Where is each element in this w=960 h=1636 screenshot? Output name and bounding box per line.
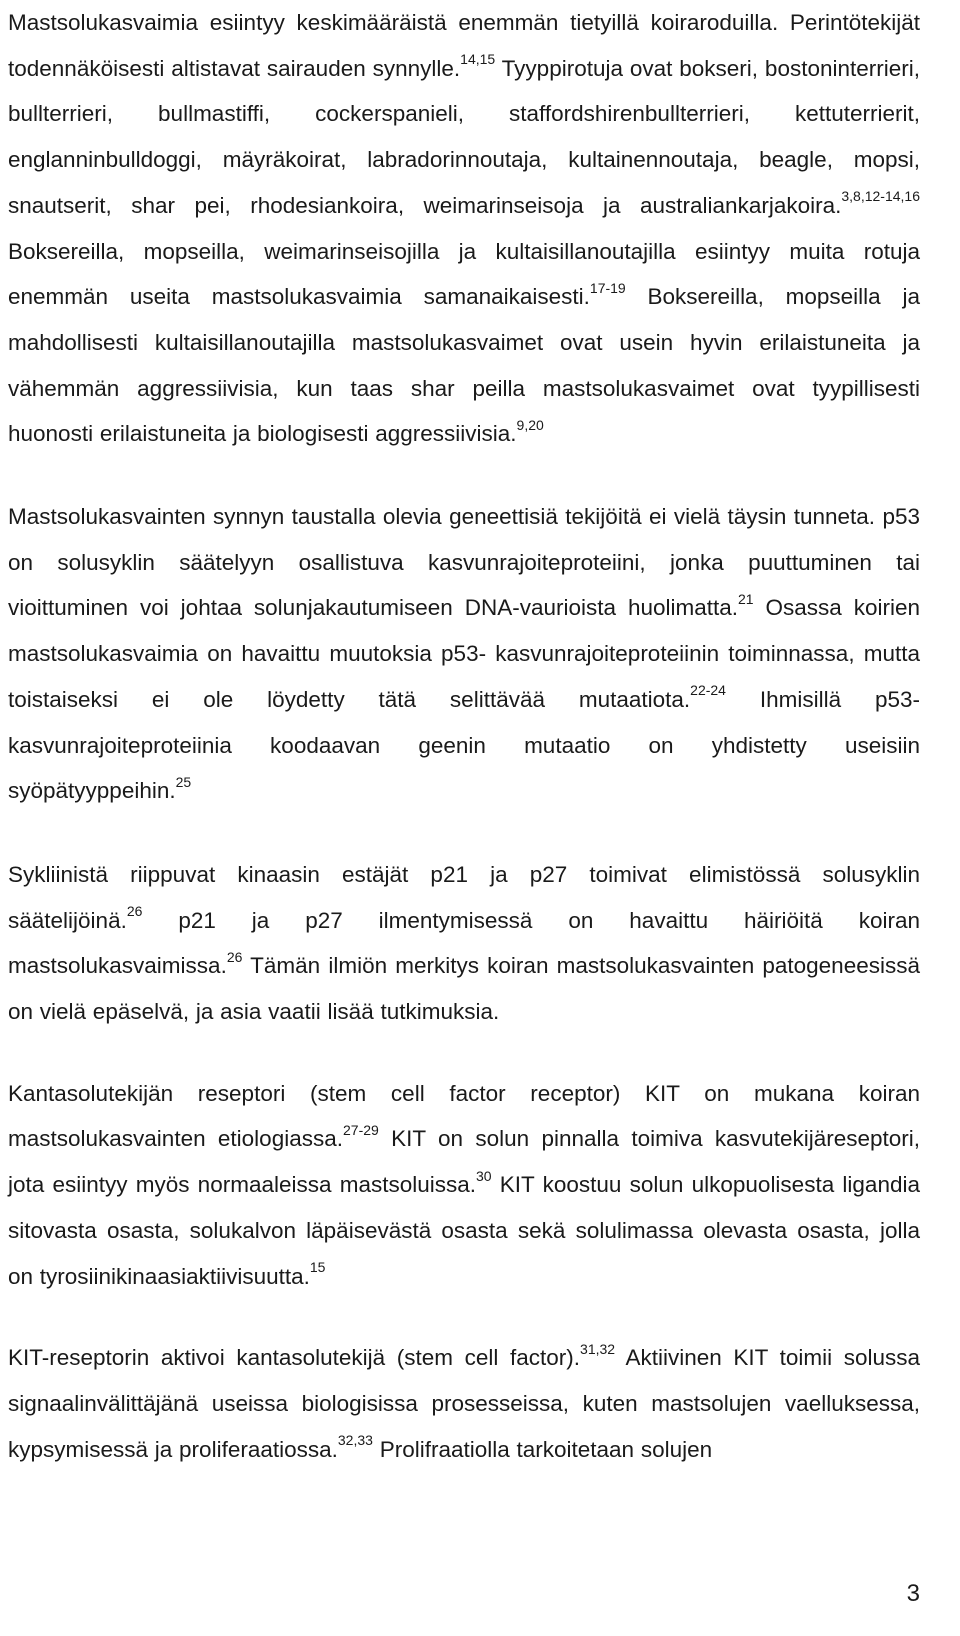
paragraph-kit-receptor xyxy=(8,1071,920,1300)
paragraph-text: Prolifraatiolla tarkoitetaan solujen xyxy=(372,1436,713,1462)
page-number: 3 xyxy=(906,1580,920,1607)
citation-superscript: 22-24 xyxy=(690,682,726,699)
paragraph-p53-genetics xyxy=(8,494,920,814)
paragraph-text: Boksereilla, mopseilla, weimarinseisojilla ja kultaisillanoutajilla esiintyy muita rotuja enemmän useita mastsolukasvaimia samanaikaisesti. xyxy=(8,238,920,310)
paragraph-text: Tämän ilmiön merkitys koiran mastsolukasvainten patogeneesissä on vielä epäselvä, ja asia vaatii lisää tutkimuksia. xyxy=(8,953,920,1025)
paragraph-text: Ihmisillä p53- kasvunrajoiteproteiinia koodaavan geenin mutaatio on yhdistetty useisiin syöpätyyppeihin. xyxy=(8,686,920,804)
paragraph-text: p21 ja p27 ilmentymisessä on havaittu häiriöitä koiran mastsolukasvaimissa. xyxy=(8,907,920,979)
citation-superscript: 21 xyxy=(738,590,754,607)
citation-superscript: 26 xyxy=(226,948,243,965)
paragraph-text: Mastsolukasvaimia esiintyy keskimääräistä enemmän tietyillä koiraroduilla. Perintötekijät todennäköisesti altistavat sairauden synnylle. xyxy=(8,10,920,81)
paragraph-cyclin-kinase-inhibitors xyxy=(8,852,920,1035)
paragraph-text: Boksereilla, mopseilla ja mahdollisesti kultaisillanoutajilla mastsolukasvaimet ovat usein hyvin erilaistuneita ja vähemmän aggressiivisia, kun taas shar peilla mastsolukasvaimet ovat tyypillisesti huonosti erilaistuneita ja biologisesti aggressiivisia. xyxy=(8,284,920,447)
citation-superscript: 32,33 xyxy=(337,1432,373,1449)
citation-superscript: 25 xyxy=(175,773,192,790)
citation-superscript: 30 xyxy=(476,1167,492,1184)
citation-superscript: 31,32 xyxy=(580,1340,616,1357)
paragraph-text: Mastsolukasvainten synnyn taustalla olevia geneettisiä tekijöitä ei vielä täysin tunneta. p53 on solusyklin säätelyyn osallistuva kasvunrajoiteproteiini, jonka puuttuminen tai vioittuminen voi johtaa solunjakautumiseen DNA-vaurioista huolimatta. xyxy=(8,504,920,621)
paragraph-text: Sykliinistä riippuvat kinaasin estäjät p21 ja p27 toimivat elimistössä solusyklin säätelijöinä. xyxy=(8,861,920,933)
paragraph-text: Tyyppirotuja ovat bokseri, bostoninterrieri, bullterrieri, bullmastiffi, cockerspanieli, staffordshirenbullterrieri, kettuterrierit, englanninbulldoggi, mäyräkoirat, labradorinnoutaja, kultainennoutaja, beagle, mopsi, snautserit, shar pei, rhodesiankoira, weimarinseisoja ja australiankarjakoira. xyxy=(8,55,921,218)
citation-superscript: 27-29 xyxy=(343,1121,379,1138)
paragraph-kit-activation xyxy=(8,1335,920,1472)
citation-superscript: 17-19 xyxy=(589,279,626,296)
paragraph-text: Kantasolutekijän reseptori (stem cell factor receptor) KIT on mukana koiran mastsolukasvainten etiologiassa. xyxy=(8,1080,920,1152)
citation-superscript: 3,8,12-14,16 xyxy=(841,188,920,205)
paragraph-text: KIT-reseptorin aktivoi kantasolutekijä (stem cell factor). xyxy=(8,1345,581,1371)
citation-superscript: 9,20 xyxy=(516,416,544,433)
citation-superscript: 15 xyxy=(309,1259,326,1276)
paragraph-text: Osassa koirien mastsolukasvaimia on havaittu muutoksia p53- kasvunrajoiteproteiinin toiminnassa, mutta toistaiseksi ei ole löydetty tätä selittävää mutaatiota. xyxy=(8,595,921,712)
citation-superscript: 14,15 xyxy=(460,51,496,68)
paragraph-text: KIT on solun pinnalla toimiva kasvutekijäreseptori, jota esiintyy myös normaaleissa mastsoluissa. xyxy=(8,1126,921,1198)
paragraph-text: KIT koostuu solun ulkopuolisesta ligandia sitovasta osasta, solukalvon läpäisevästä osasta sekä solulimassa olevasta osasta, jolla on tyrosiinikinaasiaktiivisuutta. xyxy=(8,1172,920,1289)
paragraph-text: Aktiivinen KIT toimii solussa signaalinvälittäjänä useissa biologisissa prosesseissa, kuten mastsolujen vaelluksessa, kypsymisessä ja proliferaatiossa. xyxy=(8,1345,920,1462)
citation-superscript: 26 xyxy=(126,903,143,920)
paragraph-breed-predisposition xyxy=(8,0,920,457)
